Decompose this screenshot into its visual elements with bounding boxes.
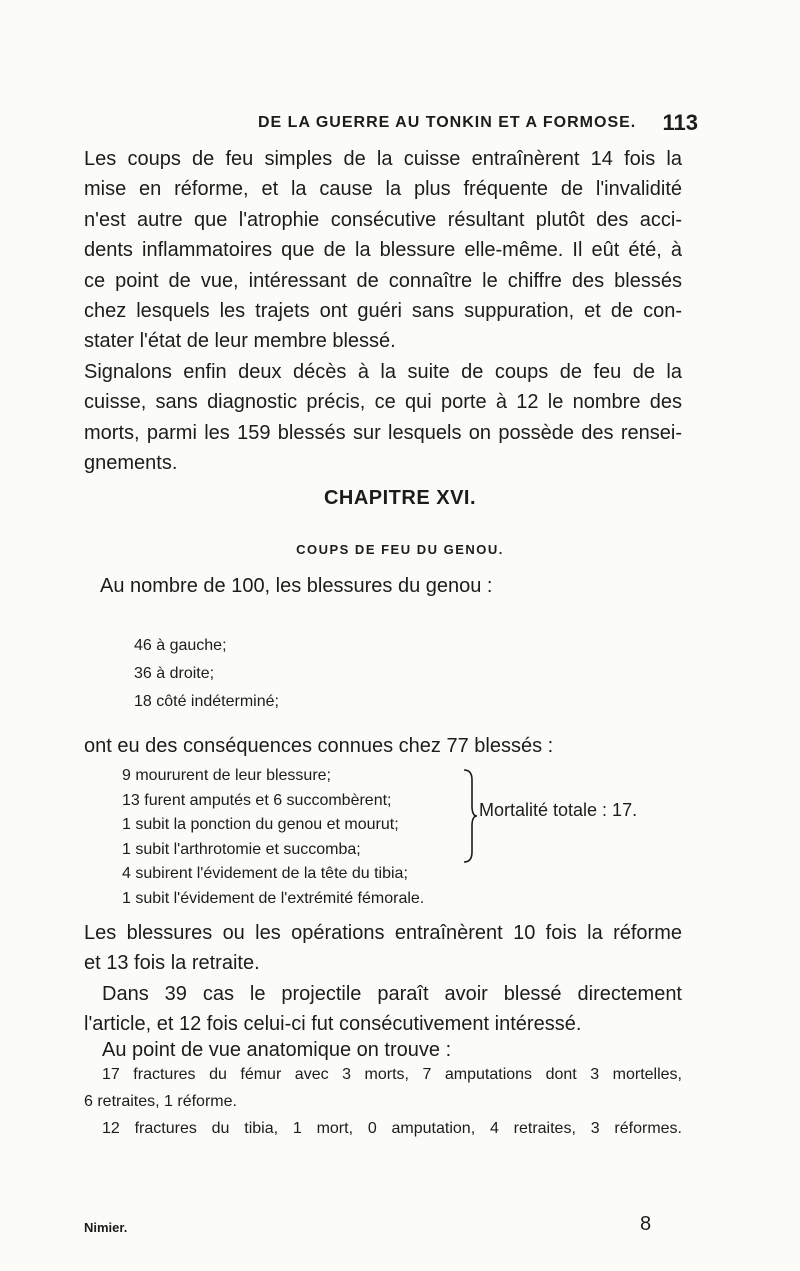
list-item: 1 subit l'arthrotomie et succomba; (122, 840, 361, 858)
page-number: 113 (662, 110, 698, 135)
text-line: Dans 39 cas le projectile paraît avoir blessé directement (102, 983, 682, 1005)
sides-list (134, 632, 279, 716)
text-line: 17 fractures du fémur avec 3 morts, 7 amputations dont 3 mortelles, (102, 1066, 682, 1083)
text-line: l'article, et 12 fois celui-ci fut consécutivement intéressé. (84, 1013, 582, 1036)
list-item: 36 à droite; (134, 665, 215, 682)
text-line: dents inflammatoires que de la blessure elle-même. Il eût été, à (84, 239, 682, 262)
text-line: n'est autre que l'atrophie consécutive résultant plutôt des acci- (84, 208, 682, 231)
text-line: chez lesquels les trajets ont guéri sans suppuration, et de con- (84, 300, 682, 323)
paragraph-articulation (84, 979, 682, 1040)
list-item: 46 à gauche; (134, 637, 227, 654)
text-line: morts, parmi les 159 blessés sur lesquels on possède des rensei- (84, 421, 682, 444)
intro-line: Au nombre de 100, les blessures du genou : (100, 575, 493, 597)
consequences-intro: ont eu des conséquences connues chez 77 blessés : (84, 735, 554, 757)
paragraph-reform (84, 918, 682, 979)
list-item: 18 côté indéterminé; (134, 693, 279, 710)
curly-brace-icon (462, 768, 478, 864)
outcomes-list (122, 764, 424, 911)
running-header (258, 110, 698, 135)
text-line: 6 retraites, 1 réforme. (84, 1093, 237, 1110)
chapter-title: CHAPITRE XVI. (323, 487, 477, 509)
text-line: mise en réforme, et la cause la plus fréquente de l'invalidité (84, 178, 682, 201)
text-line: Les coups de feu simples de la cuisse entraînèrent 14 fois la (84, 148, 682, 170)
footer-author: Nimier. (84, 1220, 128, 1235)
footer-signature: 8 (640, 1213, 652, 1235)
text-line: ce point de vue, intéressant de connaître le chiffre des blessés (84, 269, 682, 292)
paragraph-thigh-wounds (84, 144, 682, 357)
mortality-total: Mortalité totale : 17. (479, 800, 638, 820)
list-item: 1 subit la ponction du genou et mourut; (122, 816, 399, 833)
text-line: et 13 fois la retraite. (84, 952, 260, 975)
list-item: 13 furent amputés et 6 succombèrent; (122, 791, 392, 809)
text-line: Signalons enfin deux décès à la suite de coups de feu de la (84, 361, 682, 383)
fractures-list (84, 1061, 682, 1142)
paragraph-anatomy: Au point de vue anatomique on trouve : (102, 1039, 452, 1061)
text-line: gnements. (84, 452, 178, 475)
paragraph-deaths (84, 357, 682, 479)
list-item: 4 subirent l'évidement de la tête du tibia; (122, 865, 408, 882)
text-line: Les blessures ou les opérations entraînèrent 10 fois la réforme (84, 922, 682, 944)
list-item: 1 subit l'évidement de l'extrémité fémorale. (122, 889, 425, 907)
text-line: stater l'état de leur membre blessé. (84, 330, 396, 353)
header-title: DE LA GUERRE AU TONKIN ET A FORMOSE. (258, 114, 637, 131)
text-line: cuisse, sans diagnostic précis, ce qui porte à 12 le nombre des (84, 391, 682, 414)
chapter-subtitle: COUPS DE FEU DU GENOU. (296, 542, 504, 557)
list-item: 9 moururent de leur blessure; (122, 767, 331, 784)
text-line: 12 fractures du tibia, 1 mort, 0 amputation, 4 retraites, 3 réformes. (102, 1120, 682, 1137)
